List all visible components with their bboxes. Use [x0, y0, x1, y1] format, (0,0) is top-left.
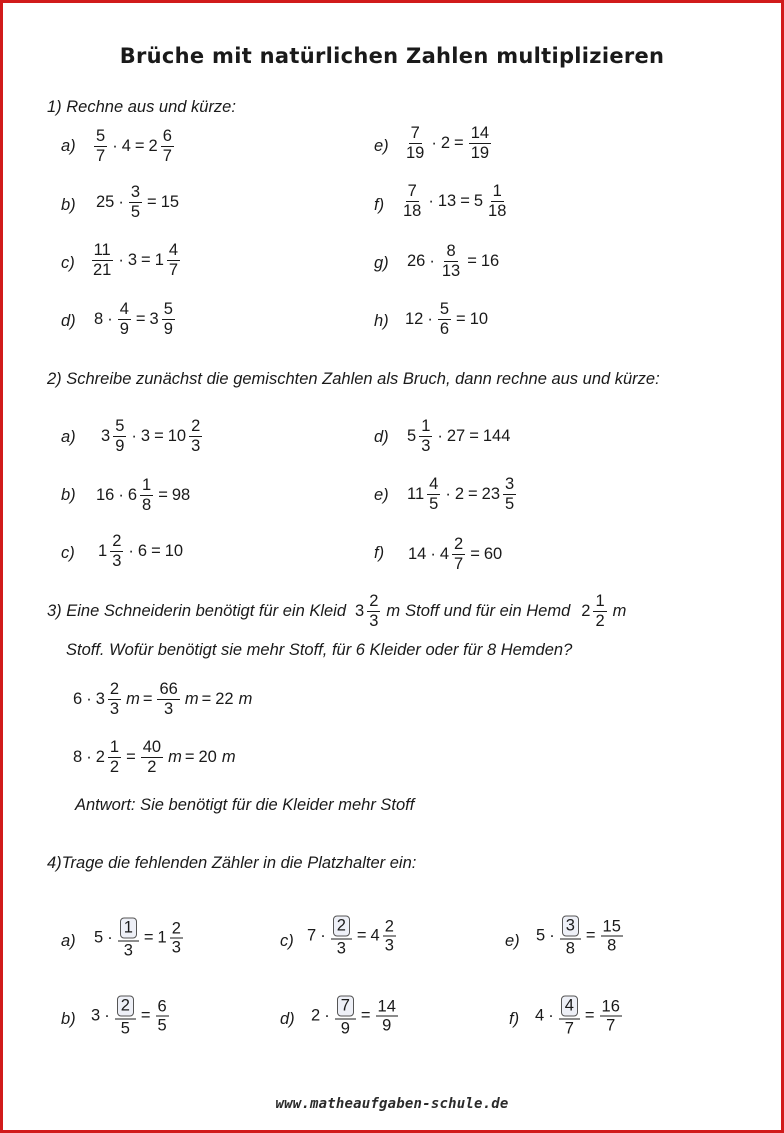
fraction: 2 3: [369, 592, 379, 630]
task4-e-expression: 5 · $\frac{3}{8}$ = $\frac{15}{8}$: [536, 916, 621, 957]
fraction: 4 5: [429, 475, 439, 513]
fraction: $\frac{16}{7}$: [601, 997, 620, 1035]
task3-answer: Antwort: Sie benötigt für die Kleider mehr Stoff: [75, 796, 415, 814]
task4-f-expression: 4 · $\frac{4}{7}$ = $\frac{16}{7}$: [535, 996, 620, 1037]
fraction: $\frac{14}{9}$: [377, 997, 396, 1035]
task2-b-label: b): [61, 485, 76, 504]
fraction: $\frac{8}{13}$: [441, 242, 461, 280]
fraction: 2 3: [171, 919, 181, 957]
task2-a-label: a): [61, 427, 76, 446]
numerator-placeholder[interactable]: 7: [337, 996, 354, 1017]
task1-h-label: h): [374, 311, 389, 330]
fraction: 3 5: [505, 475, 515, 513]
task4-a-label: a): [61, 931, 76, 950]
page-title: Brüche mit natürlichen Zahlen multiplizieren: [119, 44, 665, 68]
fraction: $\frac{6}{5}$: [157, 997, 167, 1035]
task2-f-expression: 14 · 4 $\frac{2}{7}$ = 60: [408, 535, 503, 573]
fraction: $\frac{14}{19}$: [470, 124, 490, 162]
task1-heading: 1) Rechne aus und kürze:: [47, 98, 236, 116]
placeholder-fraction: $\frac{2}{5}$: [115, 996, 136, 1037]
fraction: 2 3: [384, 917, 394, 955]
fraction: $\frac{66}{3}$: [159, 680, 178, 718]
task2-c-expression: 1 2 3 · 6 = 10: [98, 532, 184, 570]
numerator-placeholder[interactable]: 1: [120, 918, 137, 939]
task1-h-expression: 12 · $\frac{5}{6}$ = 10: [405, 300, 489, 338]
fraction: 2 3: [112, 532, 122, 570]
task2-c-label: c): [61, 543, 75, 562]
placeholder-fraction: $\frac{4}{7}$: [559, 996, 580, 1037]
task4-e-label: e): [505, 931, 520, 950]
task1-f-expression: 7 18 · 13 = 5 1 18: [403, 182, 507, 220]
numerator-placeholder[interactable]: 4: [561, 996, 578, 1017]
task4-b-expression: 3 · $\frac{2}{5}$ = $\frac{6}{5}$: [91, 996, 167, 1037]
task2-e-label: e): [374, 485, 389, 504]
task4-b-label: b): [61, 1009, 76, 1028]
placeholder-fraction: $\frac{1}{3}$: [118, 918, 139, 959]
task1-b-expression: 25 · $\frac{3}{5}$ = 15: [96, 183, 180, 221]
task4-c-expression: 7 · $\frac{2}{3}$ = 4 2 3: [307, 916, 394, 957]
task2-d-expression: 5 1 3 · 27 = 144: [407, 417, 511, 455]
fraction: 11 21: [93, 241, 112, 279]
fraction: $\frac{1}{2}$: [109, 738, 120, 776]
task3-calc-kleider: 6 · 3 2 3 m = $\frac{66}{3}$ m = 22 m: [73, 680, 253, 718]
task1-d-label: d): [61, 311, 76, 330]
task2-e-expression: 11 4 5 · 2 = 23 3 5: [407, 475, 515, 513]
fraction: $\frac{1}{8}$: [142, 476, 152, 514]
fraction: 1 3: [421, 417, 431, 455]
task3-calc-hemden: 8 · 2 $\frac{1}{2}$ = $\frac{40}{2}$ m = 20 m: [73, 738, 236, 776]
fraction: 7 19: [406, 124, 425, 162]
fraction: 6 7: [162, 127, 172, 165]
placeholder-fraction: $\frac{2}{3}$: [331, 916, 352, 957]
task2-b-expression: 16 · 6 $\frac{1}{8}$ = 98: [96, 476, 191, 514]
task4-d-label: d): [280, 1009, 295, 1028]
task2-f-label: f): [374, 543, 385, 562]
task1-a-expression: 5 7 · 4 = 2 6 7: [96, 127, 172, 165]
task2-heading: 2) Schreibe zunächst die gemischten Zahlen als Bruch, dann rechne aus und kürze:: [47, 370, 660, 388]
task4-a-expression: 5 · $\frac{1}{3}$ = 1 2 3: [94, 918, 181, 959]
task3-heading: 3) Eine Schneiderin benötigt für ein Kleid 3 2 3 m Stoff und für ein Hemd 2 1 2 m: [47, 592, 627, 630]
fraction: 2 3: [109, 680, 120, 718]
numerator-placeholder[interactable]: 3: [562, 916, 579, 937]
placeholder-fraction: $\frac{3}{8}$: [560, 916, 581, 957]
task4-heading: 4)Trage die fehlenden Zähler in die Platzhalter ein:: [47, 854, 417, 872]
task4-c-label: c): [280, 931, 294, 950]
fraction: 5 9: [115, 417, 125, 455]
fraction: $\frac{2}{7}$: [454, 535, 464, 573]
fraction: 2 3: [191, 417, 201, 455]
task1-b-label: b): [61, 195, 76, 214]
numerator-placeholder[interactable]: 2: [117, 996, 134, 1017]
fraction: $\frac{40}{2}$: [142, 738, 162, 776]
task1-c-label: c): [61, 253, 75, 272]
task1-e-expression: 7 19 · 2 = $\frac{14}{19}$: [406, 124, 490, 162]
task1-a-label: a): [61, 136, 76, 155]
fraction: $\frac{4}{9}$: [119, 300, 129, 338]
task3-question: Stoff. Wofür benötigt sie mehr Stoff, für 6 Kleider oder für 8 Hemden?: [66, 641, 573, 659]
fraction: 5 9: [163, 300, 173, 338]
placeholder-fraction: $\frac{7}{9}$: [335, 996, 356, 1037]
task2-a-expression: 3 5 9 · 3 = 10 2 3: [101, 417, 201, 455]
task4-f-label: f): [509, 1009, 520, 1028]
task1-g-label: g): [374, 253, 389, 272]
task4-d-expression: 2 · $\frac{7}{9}$ = $\frac{14}{9}$: [311, 996, 396, 1037]
task1-f-label: f): [374, 195, 385, 214]
task2-d-label: d): [374, 427, 389, 446]
fraction: $\frac{3}{5}$: [130, 183, 141, 221]
fraction: 5 7: [96, 127, 106, 165]
task1-c-expression: 11 21 · 3 = 1 4 7: [93, 241, 179, 279]
fraction: 4 7: [168, 241, 179, 279]
fraction: 1 18: [488, 182, 507, 220]
numerator-placeholder[interactable]: 2: [333, 916, 350, 937]
task1-e-label: e): [374, 136, 389, 155]
fraction: 7 18: [403, 182, 422, 220]
fraction: $\frac{5}{6}$: [439, 300, 450, 338]
task1-g-expression: 26 · $\frac{8}{13}$ = 16: [407, 242, 500, 280]
footer-website: www.matheaufgaben-schule.de: [275, 1096, 509, 1112]
fraction: $\frac{15}{8}$: [602, 917, 621, 955]
fraction: 1 2: [595, 592, 605, 630]
task1-d-expression: 8 · $\frac{4}{9}$ = 3 5 9: [94, 300, 173, 338]
